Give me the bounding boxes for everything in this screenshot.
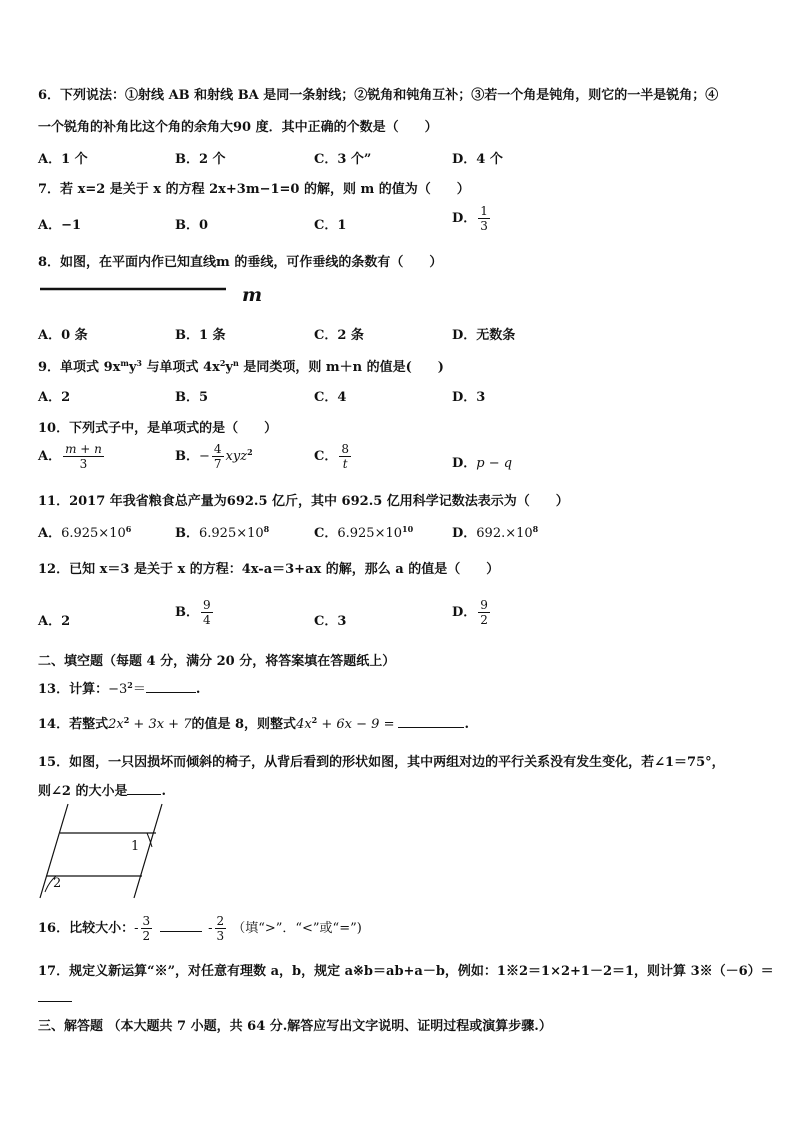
value: 6.925×10 [337, 526, 403, 541]
fraction-denominator: t [342, 457, 348, 471]
q8-figure [36, 280, 276, 310]
q7-option-d-fraction [478, 204, 490, 233]
minus-sign: − [199, 449, 210, 464]
fraction-denominator: 3 [79, 457, 88, 471]
q17-stem: 17．规定义新运算“※”，对任意有理数 a，b，规定 a※b＝ab+a－b，例如：1※2＝1×2+1－2＝1，则计算 3※（－6）＝ [38, 964, 774, 979]
q9-stem-part: 9．单项式 9x [38, 360, 121, 375]
q8-option-a: A．0 条 [38, 328, 88, 343]
minus-sign: - [208, 921, 213, 936]
expression: −3 [108, 682, 128, 697]
option-label: A． [38, 449, 62, 464]
q9-stem-part: y [225, 360, 233, 375]
q12-option-b-fraction [201, 598, 213, 627]
q6-option-b: B．2 个 [175, 152, 226, 167]
q10-option-c-fraction [339, 442, 351, 471]
q6-option-c: C．3 个” [314, 152, 372, 167]
q11-option-d [452, 522, 538, 541]
fraction-denominator: 3 [480, 219, 488, 233]
option-label: B． [175, 526, 199, 541]
fraction-numerator: 2 [216, 914, 225, 928]
q10-option-d [452, 452, 512, 471]
q10-stem: 10．下列式子中，是单项式的是（ ） [38, 421, 278, 436]
exponent: 2 [311, 715, 318, 725]
option-label: D． [452, 526, 477, 541]
exponent: 8 [263, 524, 270, 534]
q14-mid-text: 的值是 8，则整式 [191, 717, 297, 732]
q9-stem-part: y [128, 360, 137, 375]
option-label: D． [452, 456, 477, 471]
option-label: D． [452, 605, 477, 620]
period: . [161, 784, 166, 799]
period: . [464, 717, 469, 732]
exponent: 2 [127, 680, 133, 690]
q9-option-c: C．4 [314, 390, 347, 405]
answer-blank[interactable] [127, 783, 161, 795]
angle-2-label: 2 [53, 876, 62, 891]
q8-stem: 8．如图，在平面内作已知直线m 的垂线，可作垂线的条数有（ ） [38, 255, 443, 270]
section-2-heading: 二、填空题（每题 4 分，满分 20 分，将答案填在答题纸上） [38, 654, 396, 669]
fraction-numerator: 9 [480, 598, 488, 612]
q16-stem [38, 914, 362, 943]
fraction-denominator: 7 [213, 457, 222, 471]
q12-option-d [452, 598, 492, 627]
q13-stem [38, 678, 200, 697]
option-label: C． [314, 526, 338, 541]
q7-option-d [452, 204, 492, 233]
fraction-numerator: 1 [480, 204, 488, 218]
q11-option-a [38, 522, 131, 541]
q8-line-label: m [242, 284, 263, 306]
fraction-numerator: 8 [341, 442, 349, 456]
q16-label: 16．比较大小： [38, 921, 135, 936]
value: 6.925×10 [199, 526, 264, 541]
q13-label: 13．计算： [38, 682, 109, 697]
option-label: B． [175, 449, 199, 464]
variables: xyz [225, 449, 248, 464]
section-3-heading: 三、解答题 （本大题共 7 小题，共 64 分.解答应写出文字说明、证明过程或演算步骤.） [38, 1019, 552, 1034]
q12-option-b [175, 598, 215, 627]
value: 692.×10 [476, 526, 533, 541]
expression: 4x [296, 717, 312, 732]
q10-option-c [314, 442, 353, 471]
q9-exponent: n [232, 358, 239, 368]
expression: 2x [108, 717, 124, 732]
q6-option-d: D．4 个 [452, 152, 503, 167]
q9-stem-part: 是同类项，则 m＋n 的值是( ) [238, 360, 444, 375]
exponent: 2 [247, 447, 253, 457]
q11-option-c [314, 522, 413, 541]
expression: p − q [476, 456, 513, 471]
q9-option-d: D．3 [452, 390, 486, 405]
q9-stem [38, 356, 444, 375]
answer-blank[interactable] [398, 716, 464, 728]
q10-option-a [38, 442, 106, 471]
q6-option-a: A．1 个 [38, 152, 88, 167]
q15-line2-text: 则∠2 的大小是 [38, 784, 128, 799]
q7-option-c: C．1 [314, 218, 347, 233]
q11-option-b [175, 522, 269, 541]
exponent: 2 [123, 715, 130, 725]
fraction-numerator: 3 [142, 914, 151, 928]
value: 6.925×10 [61, 526, 126, 541]
option-label: C． [314, 449, 338, 464]
answer-blank[interactable] [146, 681, 196, 693]
q10-option-b [175, 442, 253, 471]
exponent: 6 [125, 524, 132, 534]
q11-stem: 11．2017 年我省粮食总产量为692.5 亿斤，其中 692.5 亿用科学记数法表示为（ ） [38, 494, 569, 509]
q8-option-b: B．1 条 [175, 328, 226, 343]
q12-option-a: A．2 [38, 614, 71, 629]
exponent: 10 [402, 524, 414, 534]
q16-hint: （填“>”．“<”或“=”) [232, 921, 362, 936]
q9-option-a: A．2 [38, 390, 71, 405]
q12-option-d-fraction [478, 598, 490, 627]
q12-stem: 12．已知 x＝3 是关于 x 的方程：4x-a＝3+ax 的解，那么 a 的值是（ ） [38, 562, 500, 577]
q9-exponent: m [120, 358, 129, 368]
angle-1-label: 1 [131, 839, 140, 854]
q14-stem [38, 713, 469, 732]
q15-stem-line2 [38, 780, 166, 799]
minus-sign: - [134, 921, 139, 936]
q7-option-b: B．0 [175, 218, 209, 233]
fraction-denominator: 3 [216, 929, 225, 943]
q6-stem-line1: 6．下列说法：①射线 AB 和射线 BA 是同一条射线；②锐角和钝角互补；③若一个角是钝角，则它的一半是锐角；④ [38, 88, 719, 103]
q12-option-c: C．3 [314, 614, 347, 629]
expression: + 3x + 7 [129, 717, 192, 732]
fraction-numerator: 9 [203, 598, 211, 612]
q14-label: 14．若整式 [38, 717, 109, 732]
answer-blank[interactable] [160, 920, 202, 932]
q9-exponent: 3 [136, 358, 142, 368]
q15-stem-line1: 15．如图，一只因损坏而倾斜的椅子，从背后看到的形状如图，其中两组对边的平行关系没有发生变化，若∠1＝75°， [38, 755, 725, 770]
equals-sign: ＝ [132, 682, 146, 697]
q10-option-a-fraction [63, 442, 104, 471]
fraction-numerator: m + n [65, 442, 102, 456]
q9-option-b: B．5 [175, 390, 209, 405]
option-label: B． [175, 605, 199, 620]
q7-stem: 7．若 x=2 是关于 x 的方程 2x+3m−1=0 的解，则 m 的值为（ ） [38, 182, 470, 197]
q16-left-fraction [141, 914, 153, 943]
option-label: A． [38, 526, 62, 541]
q7-option-a: A．−1 [38, 218, 82, 233]
q10-option-b-fraction [212, 442, 224, 471]
fraction-numerator: 4 [213, 442, 222, 456]
q16-right-fraction [215, 914, 227, 943]
fraction-denominator: 4 [203, 613, 211, 627]
fraction-denominator: 2 [480, 613, 488, 627]
q8-option-d: D．无数条 [452, 328, 516, 343]
fraction-denominator: 2 [142, 929, 151, 943]
exponent: 8 [532, 524, 539, 534]
q8-option-c: C．2 条 [314, 328, 364, 343]
q9-stem-part: 与单项式 4x [141, 360, 220, 375]
q6-stem-line2: 一个锐角的补角比这个角的余角大90 度．其中正确的个数是（ ） [38, 120, 438, 135]
answer-blank[interactable] [38, 990, 72, 1002]
q9-exponent: 2 [219, 358, 226, 368]
expression: + 6x − 9 = [317, 717, 395, 732]
q7-option-d-label: D． [452, 211, 477, 226]
period: . [195, 682, 201, 697]
